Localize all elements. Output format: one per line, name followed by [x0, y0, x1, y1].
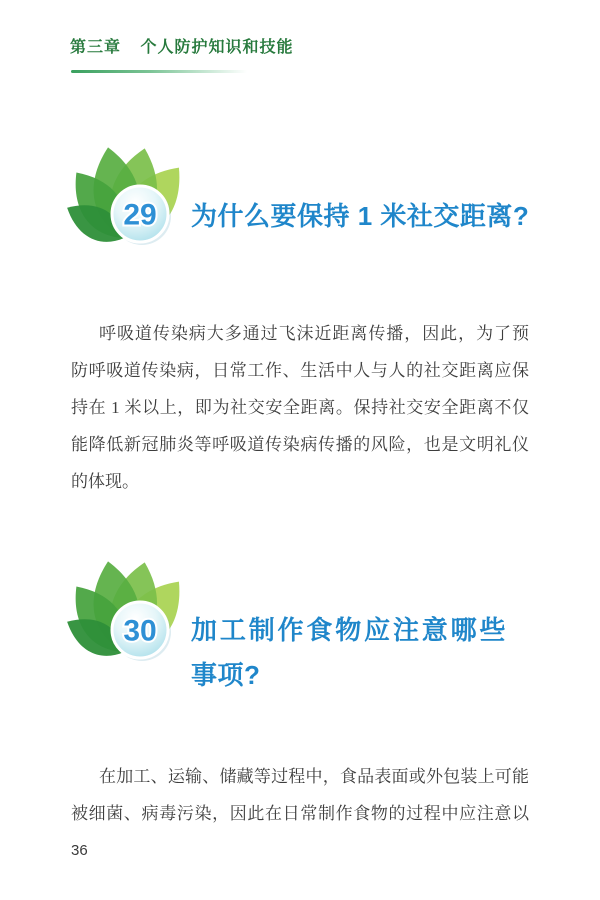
chapter-label: 第三章 [70, 39, 122, 56]
body-text-line: 防呼吸道传染病，日常工作、生活中人与人的社交距离应保 [71, 361, 529, 380]
chapter-title: 个人防护知识和技能 [140, 39, 294, 56]
body-text-line: 在加工、运输、储藏等过程中，食品表面或外包装上可能 [99, 767, 529, 786]
question-title [191, 608, 506, 698]
body-text-line: 能降低新冠肺炎等呼吸道传染病传播的风险，也是文明礼仪 [71, 435, 529, 454]
body-text-line: 呼吸道传染病大多通过飞沫近距离传播，因此，为了预 [99, 324, 529, 343]
body-text-line: 持在 1 米以上，即为社交安全距离。保持社交安全距离不仅 [71, 398, 529, 417]
question-title-line: 事项? [191, 660, 261, 690]
body-paragraph [71, 315, 529, 500]
question-number: 30 [123, 614, 157, 648]
page-number: 36 [71, 842, 88, 859]
body-text-line: 的体现。 [71, 472, 139, 491]
body-paragraph [71, 758, 529, 832]
body-text-line: 被细菌、病毒污染，因此在日常制作食物的过程中应注意以 [71, 804, 529, 823]
chapter-divider-line [71, 70, 247, 73]
chapter-header [70, 38, 293, 58]
leaf-badge-icon [66, 556, 184, 668]
question-title [191, 200, 529, 232]
question-title-text: 为什么要保持 1 米社交距离? [191, 201, 530, 231]
question-number: 29 [123, 198, 157, 232]
question-title-line: 加工制作食物应注意哪些 [191, 615, 506, 645]
leaf-badge-icon [66, 142, 184, 254]
